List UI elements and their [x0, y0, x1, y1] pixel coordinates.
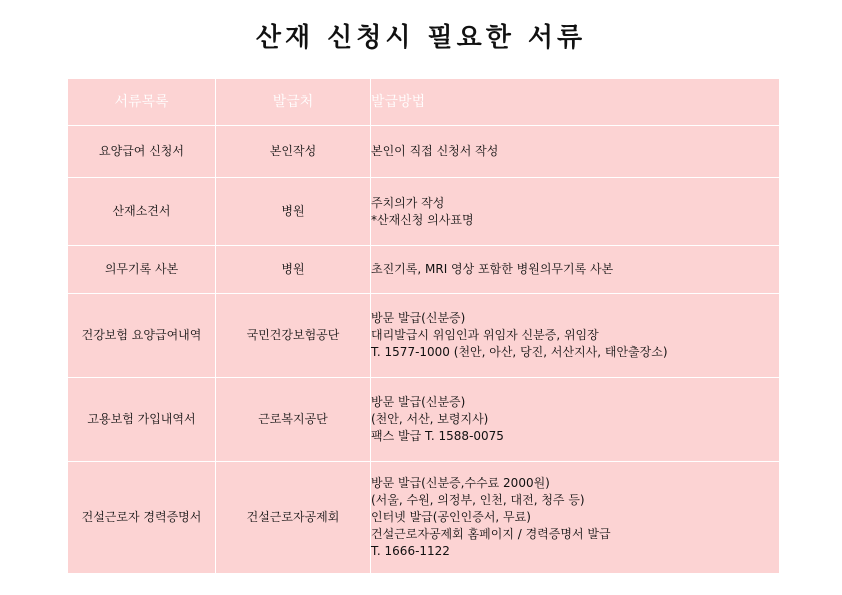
issue-method-line: 방문 발급(신분증) — [371, 395, 466, 409]
issue-method-line: 건설근로자공제회 홈페이지 / 경력증명서 발급 — [371, 527, 611, 541]
issue-method-line: 초진기록, MRI 영상 포함한 병원의무기록 사본 — [371, 262, 614, 276]
issue-method-line: 주치의가 작성 — [371, 195, 445, 210]
table-row — [68, 126, 780, 178]
documents-table — [67, 78, 780, 574]
issue-method-line: 팩스 발급 T. 1588-0075 — [371, 429, 504, 443]
document-name: 의무기록 사본 — [68, 246, 216, 294]
table-body — [68, 126, 780, 574]
table-row — [68, 378, 780, 462]
issue-method-line: T. 1666-1122 — [371, 544, 450, 558]
table-row — [68, 246, 780, 294]
table-row — [68, 178, 780, 246]
header-document-list: 서류목록 — [68, 79, 216, 126]
document-name: 요양급여 신청서 — [68, 126, 216, 178]
header-issue-method: 발급방법 — [371, 79, 780, 126]
page-title: 산재 신청시 필요한 서류 — [255, 23, 587, 53]
table-row — [68, 294, 780, 378]
header-issuer: 발급처 — [216, 79, 371, 126]
issue-method-line: (서울, 수원, 의정부, 인천, 대전, 청주 등) — [371, 493, 585, 507]
table-row — [68, 462, 780, 574]
document-name: 건강보험 요양급여내역 — [68, 294, 216, 378]
issue-method — [371, 462, 780, 574]
issue-method-line: 대리발급시 위임인과 위임자 신분증, 위임장 — [371, 328, 599, 342]
issue-method — [371, 246, 780, 294]
issue-method-line: *산재신청 의사표명 — [371, 212, 474, 227]
issue-method-line: 방문 발급(신분증) — [371, 311, 466, 325]
issue-method — [371, 178, 780, 246]
issue-method-line: 인터넷 발급(공인인증서, 무료) — [371, 510, 531, 524]
document-name: 산재소견서 — [68, 178, 216, 246]
document-name: 고용보험 가입내역서 — [68, 378, 216, 462]
issuer: 병원 — [216, 246, 371, 294]
issue-method — [371, 378, 780, 462]
issue-method-line: (천안, 서산, 보령지사) — [371, 412, 489, 426]
issuer: 건설근로자공제회 — [216, 462, 371, 574]
issue-method — [371, 294, 780, 378]
issuer: 본인작성 — [216, 126, 371, 178]
document-name: 건설근로자 경력증명서 — [68, 462, 216, 574]
issuer: 국민건강보험공단 — [216, 294, 371, 378]
issue-method-line: 방문 발급(신분증,수수료 2000원) — [371, 476, 550, 490]
issue-method — [371, 126, 780, 178]
table-header-row — [68, 79, 780, 126]
issue-method-line: T. 1577-1000 (천안, 아산, 당진, 서산지사, 태안출장소) — [371, 345, 668, 359]
issuer: 병원 — [216, 178, 371, 246]
issuer: 근로복지공단 — [216, 378, 371, 462]
issue-method-line: 본인이 직접 신청서 작성 — [371, 144, 499, 158]
